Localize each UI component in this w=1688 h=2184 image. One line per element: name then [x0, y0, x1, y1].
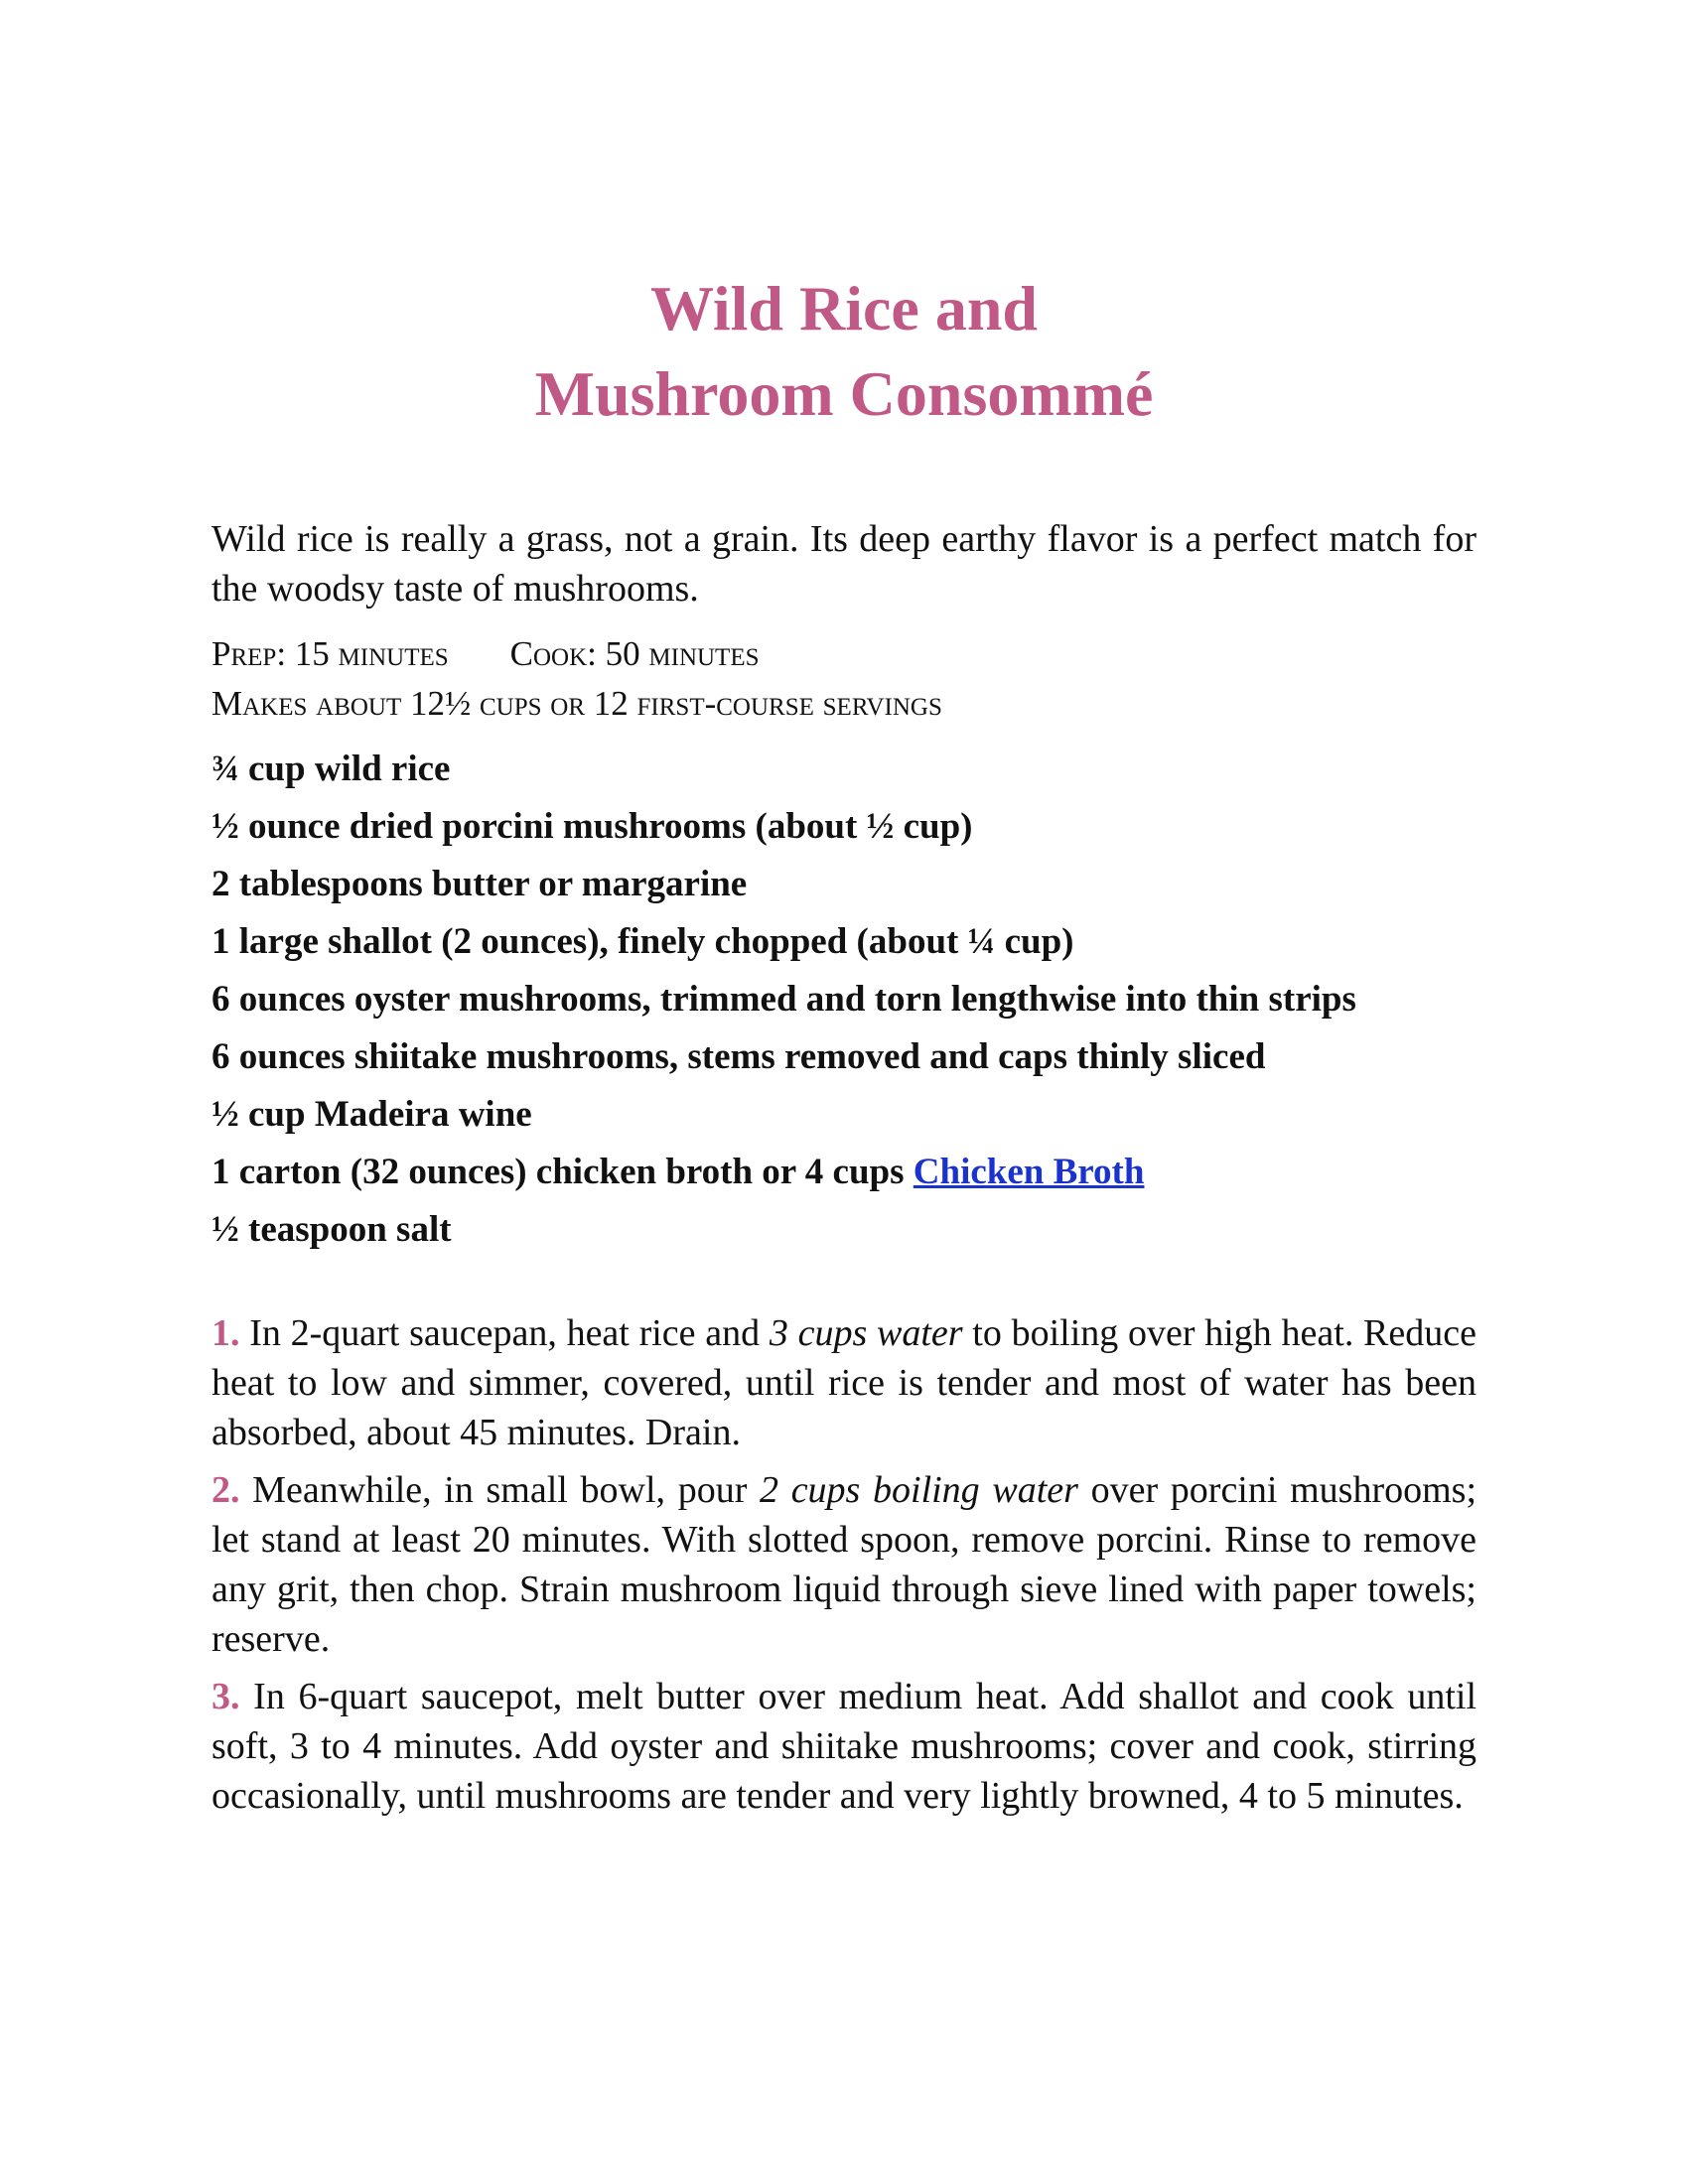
step-number: 1. [211, 1312, 240, 1354]
step-text: In 6-quart saucepot, melt butter over medium heat. Add shallot and cook until soft, 3 to 4 minutes. Add oyster and shiitake mushrooms; cover and cook, stirring occasionally, until mushrooms are tender and very lightly browned, 4 to 5 minutes. [211, 1676, 1477, 1817]
step-text: over porcini mushrooms; let stand at least 20 minutes. With slotted spoon, remove porcini. Rinse to remove any grit, then chop. Strain mushroom liquid through sieve lined with paper towels; reserve. [211, 1469, 1477, 1660]
ingredient-item: ¾ cup wild rice [211, 749, 451, 789]
step-emphasis: 2 cups boiling water [760, 1469, 1078, 1511]
ingredient-item: 1 large shallot (2 ounces), finely chopped (about ¼ cup) [211, 921, 1074, 962]
ingredient-item: ½ ounce dried porcini mushrooms (about ½ cup) [211, 806, 973, 847]
cook-time: Cook: 50 minutes [509, 634, 760, 673]
directions [211, 1308, 1477, 1821]
step-2 [211, 1465, 1477, 1664]
title-line-2: Mushroom Consommé [534, 358, 1154, 429]
recipe-page [211, 266, 1477, 1829]
step-text: to boiling over high heat. Reduce heat to low and simmer, covered, until rice is tender and most of water has been absorbed, about 45 minutes. Drain. [211, 1312, 1477, 1453]
step-number: 2. [211, 1469, 240, 1511]
yield: Makes about 12½ cups or 12 first-course servings [211, 684, 942, 723]
ingredient-item-broth [211, 1148, 1477, 1197]
recipe-title [211, 266, 1477, 437]
ingredient-list [211, 745, 1477, 1255]
step-number: 3. [211, 1676, 240, 1717]
ingredient-item: 2 tablespoons butter or margarine [211, 864, 748, 904]
step-3 [211, 1672, 1477, 1821]
recipe-intro: Wild rice is really a grass, not a grain. Its deep earthy flavor is a perfect match for the woodsy taste of mushrooms. [211, 518, 1477, 610]
ingredient-item: ½ cup Madeira wine [211, 1094, 532, 1135]
step-text: In 2-quart saucepan, heat rice and [239, 1312, 770, 1354]
step-text: Meanwhile, in small bowl, pour [239, 1469, 761, 1511]
ingredient-item: ½ teaspoon salt [211, 1209, 452, 1250]
ingredient-item: 6 ounces oyster mushrooms, trimmed and torn lengthwise into thin strips [211, 979, 1356, 1020]
step-emphasis: 3 cups water [769, 1312, 963, 1354]
step-1 [211, 1308, 1477, 1457]
title-line-1: Wild Rice and [650, 273, 1038, 343]
time-line [211, 629, 1477, 679]
recipe-meta [211, 629, 1477, 729]
ingredient-item: 6 ounces shiitake mushrooms, stems removed and caps thinly sliced [211, 1036, 1266, 1077]
prep-time: Prep: 15 minutes [211, 634, 449, 673]
chicken-broth-link[interactable]: Chicken Broth [913, 1152, 1145, 1192]
ingredient-text: 1 carton (32 ounces) chicken broth or 4 cups [211, 1152, 914, 1192]
